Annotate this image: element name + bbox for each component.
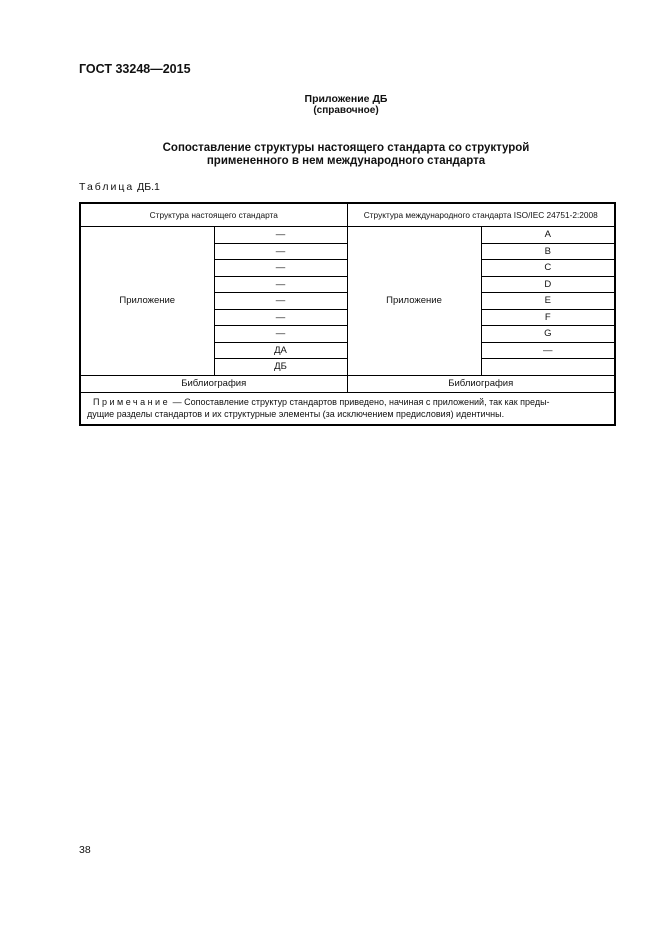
left-cell: — bbox=[214, 326, 347, 343]
note-label: Примечание bbox=[93, 396, 171, 407]
table-row bbox=[80, 227, 615, 244]
note-text-1: — Сопоставление структур стандартов приведено, начиная с приложений, так как преды- bbox=[170, 396, 550, 407]
left-cell: ДА bbox=[214, 342, 347, 359]
section-heading bbox=[79, 142, 613, 168]
left-cell: ДБ bbox=[214, 359, 347, 376]
right-cell bbox=[481, 359, 615, 376]
annex-subtitle: (справочное) bbox=[313, 105, 379, 116]
table-note bbox=[80, 392, 615, 425]
left-cell: — bbox=[214, 309, 347, 326]
left-group-label: Приложение bbox=[80, 227, 214, 376]
bibliography-row bbox=[80, 375, 615, 392]
right-cell: C bbox=[481, 260, 615, 277]
left-cell: — bbox=[214, 293, 347, 310]
table-caption-word: Таблица bbox=[79, 181, 135, 193]
table-header-row bbox=[80, 203, 615, 227]
comparison-table bbox=[79, 202, 616, 426]
right-cell: — bbox=[481, 342, 615, 359]
bibliography-right: Библиография bbox=[347, 375, 615, 392]
annex-title: Приложение ДБ bbox=[304, 93, 388, 105]
left-cell: — bbox=[214, 260, 347, 277]
note-row bbox=[80, 392, 615, 425]
right-cell: E bbox=[481, 293, 615, 310]
header-cell-right: Структура международного стандарта ISO/IEC 24751-2:2008 bbox=[347, 203, 615, 227]
page-number: 38 bbox=[79, 844, 91, 856]
left-cell: — bbox=[214, 276, 347, 293]
left-cell: — bbox=[214, 227, 347, 244]
header-cell-left: Структура настоящего стандарта bbox=[80, 203, 347, 227]
left-cell: — bbox=[214, 243, 347, 260]
bibliography-left: Библиография bbox=[80, 375, 347, 392]
heading-line-2: примененного в нем международного стандарта bbox=[206, 155, 486, 167]
right-cell: B bbox=[481, 243, 615, 260]
note-text-2: дущие разделы стандартов и их структурные элементы (за исключением предисловия) идентичны. bbox=[87, 408, 505, 419]
right-cell: F bbox=[481, 309, 615, 326]
right-group-label: Приложение bbox=[347, 227, 481, 376]
heading-line-1: Сопоставление структуры настоящего стандарта со структурой bbox=[162, 142, 530, 154]
right-cell: D bbox=[481, 276, 615, 293]
right-cell: A bbox=[481, 227, 615, 244]
table-caption-number: ДБ.1 bbox=[137, 181, 160, 193]
document-code: ГОСТ 33248—2015 bbox=[79, 62, 191, 76]
table-caption bbox=[79, 181, 160, 193]
right-cell: G bbox=[481, 326, 615, 343]
